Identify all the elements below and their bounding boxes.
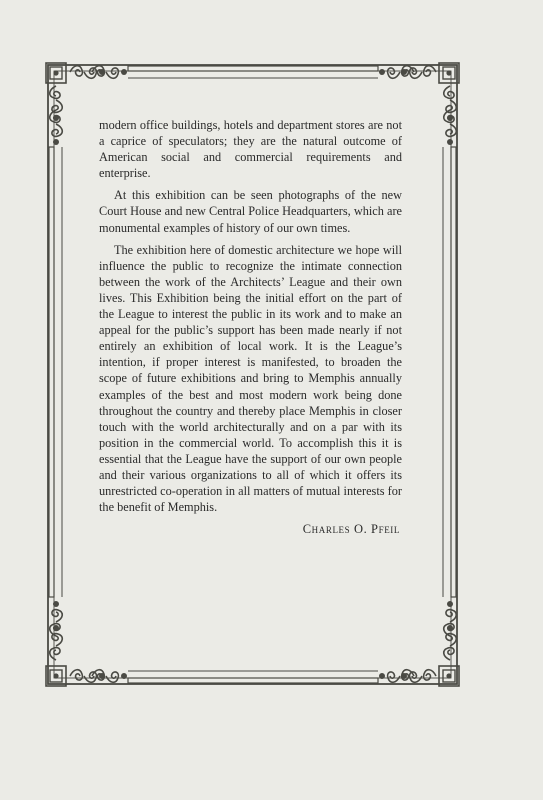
paragraph-exhibition-photographs: At this exhibition can be seen photographs of the new Court House and new Central Police Headquarters, which are monumental examples of history of our own times. [99, 188, 402, 235]
paragraph-continuation: modern office buildings, hotels and department stores are not a caprice of speculators; they are the natural outcome of American social and commercial requirements and enterprise. [99, 118, 402, 181]
paragraph-domestic-architecture: The exhibition here of domestic architecture we hope will influence the public to recognize the intimate connection between the work of the Architects’ League and their own lives. This Exhibition being the initial effort on the part of the League to interest the public in its work and to make an appeal for the public’s support has been made nearly if not entirely an exhibition of local work. It is the League’s intention, if proper interest is manifested, to broaden the scope of future exhibitions and bring to Memphis annually examples of the best and most modern work being done throughout the country and thereby place Memphis in closer touch with the world architecturally and on a par with its position in the commercial world. To accomplish this it is essential that the League have the support of our own people and their various organizations to all of which it offers its unrestricted co-operation in all matters of mutual interests for the benefit of Memphis. [99, 242, 402, 515]
body-text [99, 117, 402, 537]
author-signature: Charles O. Pfeil [302, 522, 400, 537]
